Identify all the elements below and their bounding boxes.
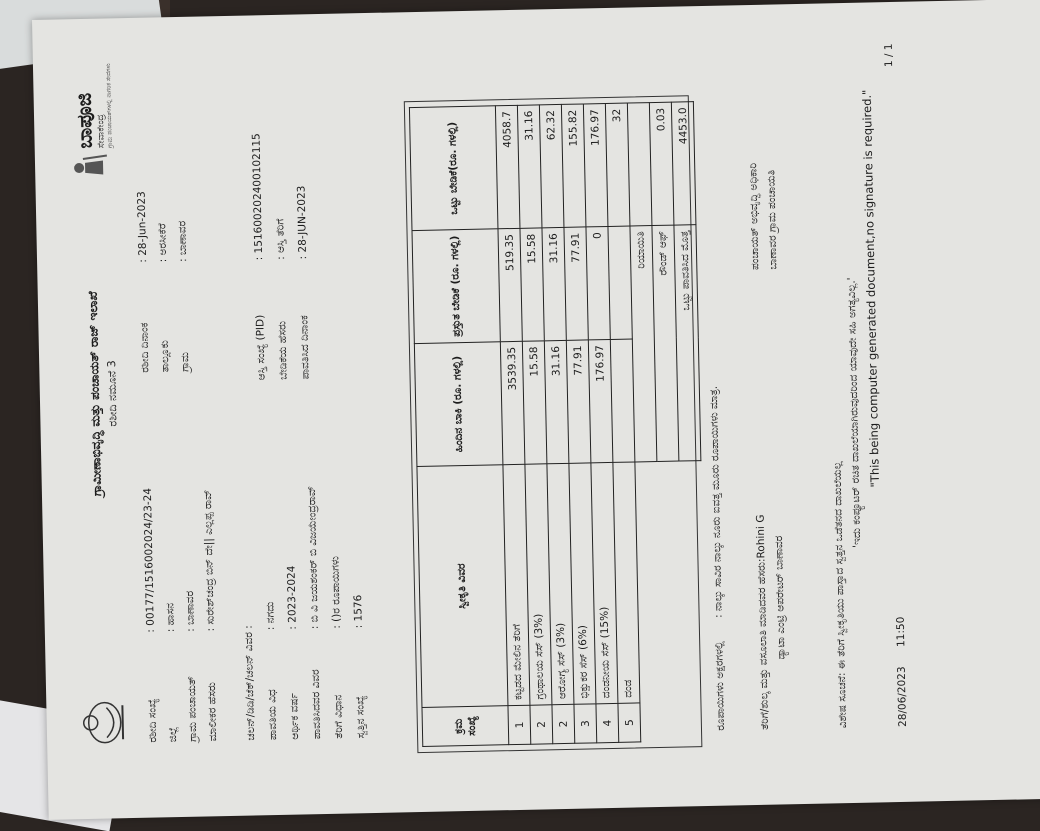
row-curr: 31.16 [542,228,566,341]
amount-words-row [708,386,728,731]
row-no: 5 [618,703,641,742]
roundoff-value: 0.03 [649,102,674,226]
demand-label: ಬೇಡಿಕೆಯ ಹೆಸರು [276,320,290,380]
district-label: ಜಿಲ್ಲೆ [166,726,180,743]
row-desc: ಭಿಕ್ಷುಕರ ಸೆಸ್ (6%) [569,463,596,704]
row-desc: ದಂಡ [613,462,640,703]
page-subtitle: ರಶೀದಿ ನಮೂನೆ 3 [105,360,120,427]
tax-type-value: : ()ರ ರೂಪಾಯಿಗಳು [329,555,343,629]
amount-words-value: : ನಾಲ್ಕು ಸಾವಿರ ನಾಲ್ಕು ನೂರು ಐವತ್ತ ಮೂರು ರೂಪಾಯಿಗಳು ಮಾತ್ರ. [707,385,725,619]
collector-role: ಡ್ಯಾಟಾ ಎಂಟ್ರಿ ಆಪರೇಟರ್ ಬಾಣಾವರ [772,535,788,660]
logo-subtitle: ಸೇವಾಕೇಂದ್ರ [95,114,107,149]
district-value: : ಹಾಸನ [164,602,177,633]
rebate-label: ರಿಯಾಯಿತಿ [630,226,657,462]
row-prev: 3539.35 [500,341,525,465]
gandhi-figure-icon [73,152,110,183]
taluk-value: : ಅರಸೀಕೆರೆ [156,223,170,263]
col-header-curr: ಪ್ರಸ್ತುತ ಬೇಡಿಕೆ (ರೂ. ಗಳಲ್ಲಿ) [412,229,500,344]
payment-mode-row [264,601,280,741]
row-no: 4 [596,703,619,742]
pid-value: : 151600202400102115 [250,133,266,261]
row-no: 1 [508,705,531,744]
payer-label: ಪಾವತಿಸಿದವರ ವಿವರ [309,669,324,740]
demand-value: : ಆಸ್ತಿ ತೆರಿಗೆ [274,218,288,260]
taluk-label: ತಾಲ್ಲೂಕು [158,340,172,373]
row-prev: 176.97 [588,339,613,463]
roundoff-label: ರೌಂಡ್ ಆಫ್ [652,225,679,461]
owner-row [201,489,220,742]
challan-label: ಚಲನ್/ಡಿಡಿ/ಚೆಕ್/ಚಲನ್ ವಿವರ : [242,625,258,741]
print-date: 28/06/2023 [895,666,909,728]
tax-type-label: ತೆರಿಗೆ ವಿಧಾನ [332,694,346,739]
owner-value: : ಸುರೇಶ್‌ಚಂದ್ರ ಬಿನ್ ದೇ|| ಎಲ್ಲಪ್ಪ ರಾವ್ [201,489,217,632]
row-prev: 15.58 [522,341,547,465]
amount-words-label: ರೂಪಾಯಿಗಳು ಅಕ್ಷರಗಳಲ್ಲಿ [713,641,728,731]
row-desc: ಕಟ್ಟಡದ ಮೇಲಿನ ತೆರಿಗೆ [503,464,530,705]
receipt-document [52,5,1007,765]
logo-tagline: ಗ್ರಾಮ ಪಂಚಾಯತ್‌ಗಳಲ್ಲಿ ನಾಗರಿಕ ಸೇವೆಗಳು [104,63,114,149]
pay-date-value: : 28-JUN-2023 [295,185,310,260]
row-total: 155.82 [561,104,586,228]
officer-title: ಪಂಚಾಯತ್ ಅಭಿವೃದ್ಧಿ ಅಧಿಕಾರಿ [747,162,762,271]
row-desc: ಆರೋಗ್ಯ ಸೆಸ್ (3%) [547,463,574,704]
pay-date-label: ಪಾವತಿಸಿದ ದಿನಾಂಕ [298,315,312,380]
table-header-row [409,106,508,747]
row-desc: ದಂಡನೀಯ ಸೆಸ್ (15%) [591,462,618,703]
village-row [176,220,192,372]
fin-year-label: ಆರ್ಥಿಕ ವರ್ಷ [288,692,302,740]
receipt-no-value: : 00177/1516002024/23-24 [141,487,157,633]
pid-label: ಆಸ್ತಿ ಸಂಖ್ಯೆ (PID) [254,314,268,381]
row-curr: 15.58 [520,228,544,341]
computer-note-kannada: 'ಇದು ಕಂಪ್ಯೂಟರ್ ರಚಿತ ದಾಖಲೆಯಾಗಿರುವುದರಿಂದ ಯಾವುದೇ ಸಹಿ ಅಗತ್ಯವಿಲ್ಲ.' [845,277,864,548]
row-total: 4058.7 [495,105,520,229]
property-no-label: ಸ್ವತ್ತಿನ ಸಂಖ್ಯೆ [354,695,368,739]
district-row [164,602,180,743]
payment-mode-label: ಪಾವತಿಯ ವಿಧ [266,689,280,741]
payment-mode-value: : ನಗದು [264,601,277,631]
row-total: 176.97 [583,104,608,228]
logo-title: ಬಾಪೂಜಿ [71,92,97,149]
col-header-total: ಒಟ್ಟು ಬೇಡಿಕೆ(ರೂ. ಗಳಲ್ಲಿ) [409,106,498,231]
print-time: 11:50 [894,616,908,648]
challan-row [243,625,258,741]
pid-row [250,133,268,381]
rebate-value [627,103,652,227]
payer-row [305,485,324,740]
row-curr: 77.91 [564,227,588,340]
row-no: 2 [552,704,575,743]
village-value: : ಬಾಣಾವರ [176,220,190,263]
date-label: ರಶೀದಿ ದಿನಾಂಕ [138,322,152,373]
row-curr: 0 [586,227,610,340]
date-row [135,191,152,373]
fin-year-row [285,565,302,740]
officer-place: ಬಾಣಾವರ ಗ್ರಾಮ ಪಂಚಾಯತಿ [765,169,780,270]
row-curr [608,226,632,339]
bapuji-logo [71,63,115,148]
demand-row [274,218,290,380]
total-value: 4453.0 [671,102,696,226]
village-label: ಗ್ರಾಮ [178,351,192,372]
page-title: ಗ್ರಾಮೀಣಾಭಿವೃದ್ಧಿ ಮತ್ತು ಪಂಚಾಯತ್ ರಾಜ್ ಇಲಾಖೆ [85,291,104,497]
row-curr: 519.35 [498,228,522,341]
property-no-value: : 1576 [352,594,365,629]
row-total: 62.32 [539,104,564,228]
receipt-no-row [141,487,160,743]
collector-name: ತೆರಿಗೆ/ಶುಲ್ಕ ಮತ್ತು ವಸೂಲಾತಿ ಮಾಡಿದವರ ಹೆಸರು:Rohini G [754,514,772,730]
owner-label: ಮಾಲೀಕರ ಹೆಸರು [205,682,220,742]
row-prev: 31.16 [544,340,569,464]
row-prev [610,339,635,463]
gp-row [183,590,200,742]
gp-label: ಗ್ರಾಮ ಪಂಚಾಯತ್ [185,676,200,742]
special-note: ವಿಶೇಷ ಸೂಚನೆ: ಈ ತೆರಿಗೆ ಸ್ವೀಕೃತಿಯು ಪಾಸ್ತಾದ ಸ್ವತ್ತನ ಒಡೆತನದ ದಾಖಲೆಯಲ್ಲ [831,461,850,729]
tax-type-row [329,555,346,739]
pay-date-row [295,185,312,380]
page-number: 1 / 1 [882,43,896,68]
row-total: 32 [605,103,630,227]
row-desc: ಗ್ರಂಥಾಲಯ ಸೆಸ್ (3%) [525,464,552,705]
receipt-no-label: ರಶೀದಿ ಸಂಖ್ಯೆ [146,698,160,743]
row-no: 3 [574,704,597,743]
taluk-row [156,223,173,373]
gp-value: : ಬಾಣಾವರ [183,590,197,632]
receipt-paper [32,0,1040,820]
date-value: : 28-Jun-2023 [135,191,150,263]
row-prev: 77.91 [566,340,591,464]
tax-table [409,101,707,747]
total-label: ಒಟ್ಟು ಪಾವತಿಸಿದ ಮೊತ್ತ [674,225,701,461]
computer-note-english: "This being computer generated document,no signature is required." [859,89,882,488]
row-total: 31.16 [517,105,542,229]
col-header-prev: ಹಿಂದಿನ ಬಾಕಿ (ರೂ. ಗಳಲ್ಲಿ) [414,342,503,467]
col-header-desc: ಸ್ವೀಕೃತಿ ವಿವರ [417,465,508,708]
row-no: 2 [530,705,553,744]
payer-value: : ಬಿ ವಿ ಜಯಶಂಕರ್ ಬಿ ವಿಜಯೇಂದ್ರರಾವ್ [305,485,321,630]
property-no-row [352,594,368,739]
fin-year-value: : 2023-2024 [285,565,299,630]
col-header-no: ಕ್ರಮ ಸಂಖ್ಯೆ [422,706,509,747]
